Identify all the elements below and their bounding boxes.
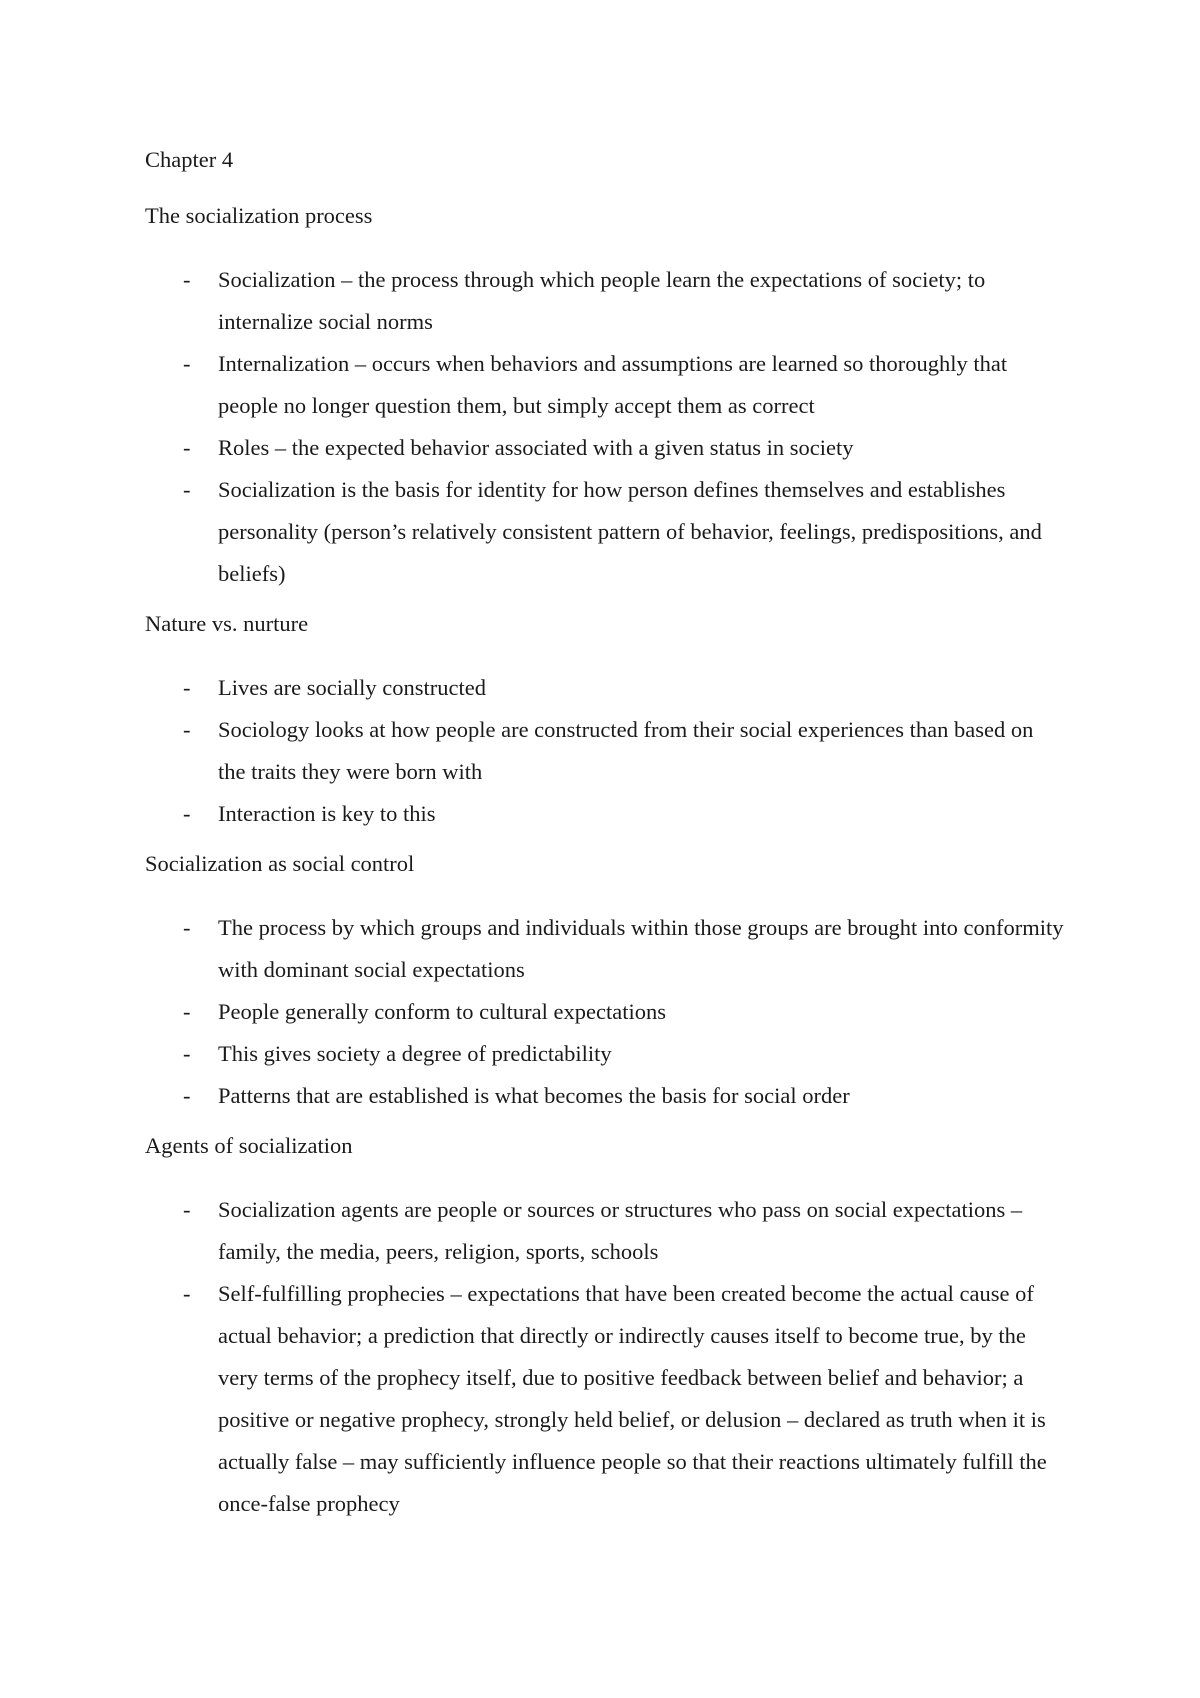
bullet-dash: - bbox=[183, 351, 191, 376]
bullet-list bbox=[145, 1189, 1065, 1525]
chapter-title: Chapter 4 bbox=[145, 147, 234, 172]
list-item bbox=[145, 1189, 1065, 1273]
section-social-control bbox=[145, 849, 1065, 1117]
bullet-list bbox=[145, 259, 1065, 595]
list-item-text: Lives are socially constructed bbox=[218, 675, 487, 700]
section-heading: Socialization as social control bbox=[145, 851, 415, 876]
bullet-dash: - bbox=[183, 801, 191, 826]
bullet-list bbox=[145, 907, 1065, 1117]
bullet-dash: - bbox=[183, 1281, 191, 1306]
list-item bbox=[145, 991, 1065, 1033]
section-heading: Agents of socialization bbox=[145, 1133, 353, 1158]
bullet-dash: - bbox=[183, 717, 191, 742]
bullet-list bbox=[145, 667, 1065, 835]
list-item-text: Socialization is the basis for identity for how person defines themselves and establishes personality (person’s relatively consistent pattern of behavior, feelings, predispositions, and beliefs) bbox=[218, 477, 1042, 586]
list-item bbox=[145, 1033, 1065, 1075]
bullet-dash: - bbox=[183, 1197, 191, 1222]
section-nature-vs-nurture bbox=[145, 609, 1065, 835]
bullet-dash: - bbox=[183, 1041, 191, 1066]
list-item bbox=[145, 907, 1065, 991]
bullet-dash: - bbox=[183, 267, 191, 292]
list-item-text: This gives society a degree of predictability bbox=[218, 1041, 612, 1066]
list-item bbox=[145, 793, 1065, 835]
list-item bbox=[145, 343, 1065, 427]
list-item bbox=[145, 427, 1065, 469]
list-item bbox=[145, 259, 1065, 343]
list-item bbox=[145, 709, 1065, 793]
list-item-text: Sociology looks at how people are constructed from their social experiences than based on the traits they were born with bbox=[218, 717, 1034, 784]
list-item-text: Interaction is key to this bbox=[218, 801, 436, 826]
bullet-dash: - bbox=[183, 435, 191, 460]
section-heading: The socialization process bbox=[145, 203, 373, 228]
list-item-text: Self-fulfilling prophecies – expectations that have been created become the actual cause of actual behavior; a prediction that directly or indirectly causes itself to become true, by the very terms of the prophecy itself, due to positive feedback between belief and behavior; a positive or negative prophecy, strongly held belief, or delusion – declared as truth when it is actually false – may sufficiently influence people so that their reactions ultimately fulfill the once-false prophecy bbox=[218, 1281, 1047, 1516]
bullet-dash: - bbox=[183, 477, 191, 502]
section-socialization-process bbox=[145, 201, 1065, 595]
list-item-text: People generally conform to cultural expectations bbox=[218, 999, 666, 1024]
list-item-text: Socialization agents are people or sources or structures who pass on social expectations – family, the media, peers, religion, sports, schools bbox=[218, 1197, 1023, 1264]
list-item-text: Internalization – occurs when behaviors and assumptions are learned so thoroughly that people no longer question them, but simply accept them as correct bbox=[218, 351, 1008, 418]
section-heading: Nature vs. nurture bbox=[145, 611, 309, 636]
list-item-text: Patterns that are established is what becomes the basis for social order bbox=[218, 1083, 850, 1108]
bullet-dash: - bbox=[183, 915, 191, 940]
document-content bbox=[145, 145, 1065, 1539]
list-item bbox=[145, 469, 1065, 595]
list-item bbox=[145, 667, 1065, 709]
list-item bbox=[145, 1273, 1065, 1525]
bullet-dash: - bbox=[183, 999, 191, 1024]
bullet-dash: - bbox=[183, 1083, 191, 1108]
list-item-text: Roles – the expected behavior associated with a given status in society bbox=[218, 435, 854, 460]
list-item-text: The process by which groups and individuals within those groups are brought into conformity with dominant social expectations bbox=[218, 915, 1064, 982]
list-item-text: Socialization – the process through which people learn the expectations of society; to internalize social norms bbox=[218, 267, 986, 334]
bullet-dash: - bbox=[183, 675, 191, 700]
section-agents-of-socialization bbox=[145, 1131, 1065, 1525]
list-item bbox=[145, 1075, 1065, 1117]
